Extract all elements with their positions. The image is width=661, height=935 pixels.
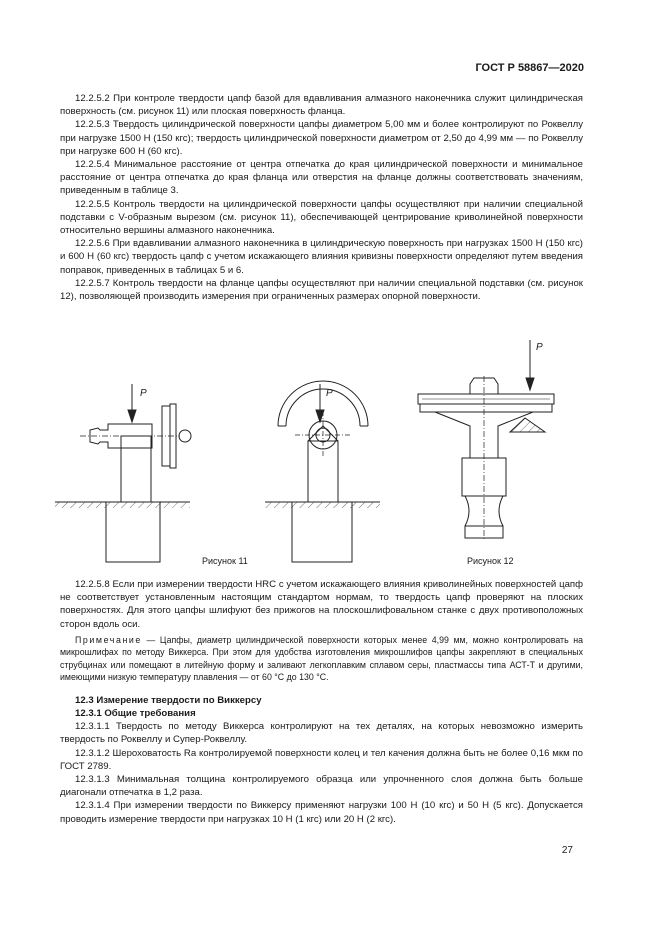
- document-code: ГОСТ Р 58867—2020: [475, 62, 584, 74]
- note: [60, 634, 583, 684]
- top-text-block: [60, 92, 583, 303]
- figure-11-caption: Рисунок 11: [202, 556, 248, 566]
- subsection-heading: 12.3.1 Общие требования: [75, 708, 196, 720]
- force-label: P: [326, 388, 333, 399]
- force-label: P: [140, 388, 147, 399]
- fig12-flange-view: [418, 340, 554, 541]
- section-heading: 12.3 Измерение твердости по Виккерсу: [75, 694, 262, 706]
- paragraph-12-3-1-2: 12.3.1.2 Шероховатость Ra контролируемой поверхности колец и тел качения должна быть не более 0,16 мкм по ГОСТ 2789.: [60, 747, 583, 772]
- paragraph-12-2-5-2: 12.2.5.2 При контроле твердости цапф базой для вдавливания алмазного наконечника служит цилиндрическая поверхность (см. рисунок 11) или плоская поверхность фланца.: [60, 93, 583, 118]
- note-text: — Цапфы, диаметр цилиндрической поверхности которых менее 4,99 мм, можно контролировать на микрошлифах по методу Виккерса. При этом для удобства изготовления микрошлифов цапфы закрепляют в специальных струбцинах или помещают в литейную форму и заливают легкоплавким сплавом серы, пластмассы типа АСТ-Т и другими, имеющими низкую температуру плавления — от 60 °С до 130 °С.: [60, 634, 583, 683]
- paragraph-12-2-5-3: 12.2.5.3 Твердость цилиндрической поверхности цапфы диаметром 5,00 мм и более контролируют по Роквеллу при нагрузке 1500 Н (150 кгс); твердость цилиндрической поверхности диаметром от 2,50 до 4,99 мм — по Роквеллу при нагрузке 600 Н (60 кгс).: [60, 119, 583, 157]
- bottom-text-block: [60, 578, 583, 826]
- fig11-front-view: [265, 381, 380, 562]
- force-label: P: [536, 342, 543, 353]
- fig11-side-view: [55, 384, 191, 562]
- paragraph-12-2-5-7: 12.2.5.7 Контроль твердости на фланце цапфы осуществляют при наличии специальной подставки (см. рисунок 12), позволяющей производить измерения при ограниченных размерах опорной поверхности.: [60, 277, 583, 303]
- page-number: 27: [561, 845, 573, 856]
- technical-drawings: [40, 326, 620, 576]
- figures-area: [40, 326, 620, 576]
- paragraph-12-3-1-4: 12.3.1.4 При измерении твердости по Виккерсу применяют нагрузки 100 Н (10 кгс) и 50 Н (5 кгс). Допускается проводить измерение твердости при нагрузках 10 Н (1 кгс) или 20 Н (2 кгс).: [60, 800, 583, 825]
- paragraph-12-3-1-1: 12.3.1.1 Твердость по методу Виккерса контролируют на тех деталях, на которых невозможно измерить твердость по Роквеллу и Супер-Роквеллу.: [60, 721, 583, 746]
- paragraph-12-2-5-4: 12.2.5.4 Минимальное расстояние от центра отпечатка до края цилиндрической поверхности и минимальное расстояние от центра отпечатка до края фланца или отверстия на фланце должны соответствовать значениям, приведенным в таблице 3.: [60, 159, 583, 197]
- paragraph-12-3-1-3: 12.3.1.3 Минимальная толщина контролируемого образца или упрочненного слоя должна быть больше диагонали отпечатка в 1,2 раза.: [60, 774, 583, 799]
- paragraph-12-2-5-8: 12.2.5.8 Если при измерении твердости HRC с учетом искажающего влияния криволинейных поверхностей цапф не соответствует установленным настоящим стандартом нормам, то твердость цапф проверяют на плоских поверхностях. Для этого цапфы шлифуют без прижогов на плоскошлифовальном станке с двух противоположных сторон вдоль оси.: [60, 579, 583, 630]
- note-label: Примечание: [75, 634, 142, 645]
- paragraph-12-2-5-6: 12.2.5.6 При вдавливании алмазного наконечника в цилиндрическую поверхность при нагрузках 1500 Н (150 кгс) и 600 Н (60 кгс) твердость цапф с учетом искажающего влияния кривизны поверхности определяют путем введения поправок, приведенных в таблицах 5 и 6.: [60, 238, 583, 276]
- paragraph-12-2-5-5: 12.2.5.5 Контроль твердости на цилиндрической поверхности цапфы осуществляют при наличии специальной подставки с V-образным вырезом (см. рисунок 11), обеспечивающей центрирование криволинейной поверхности относительно вершины алмазного наконечника.: [60, 198, 583, 237]
- figure-12-caption: Рисунок 12: [467, 556, 514, 566]
